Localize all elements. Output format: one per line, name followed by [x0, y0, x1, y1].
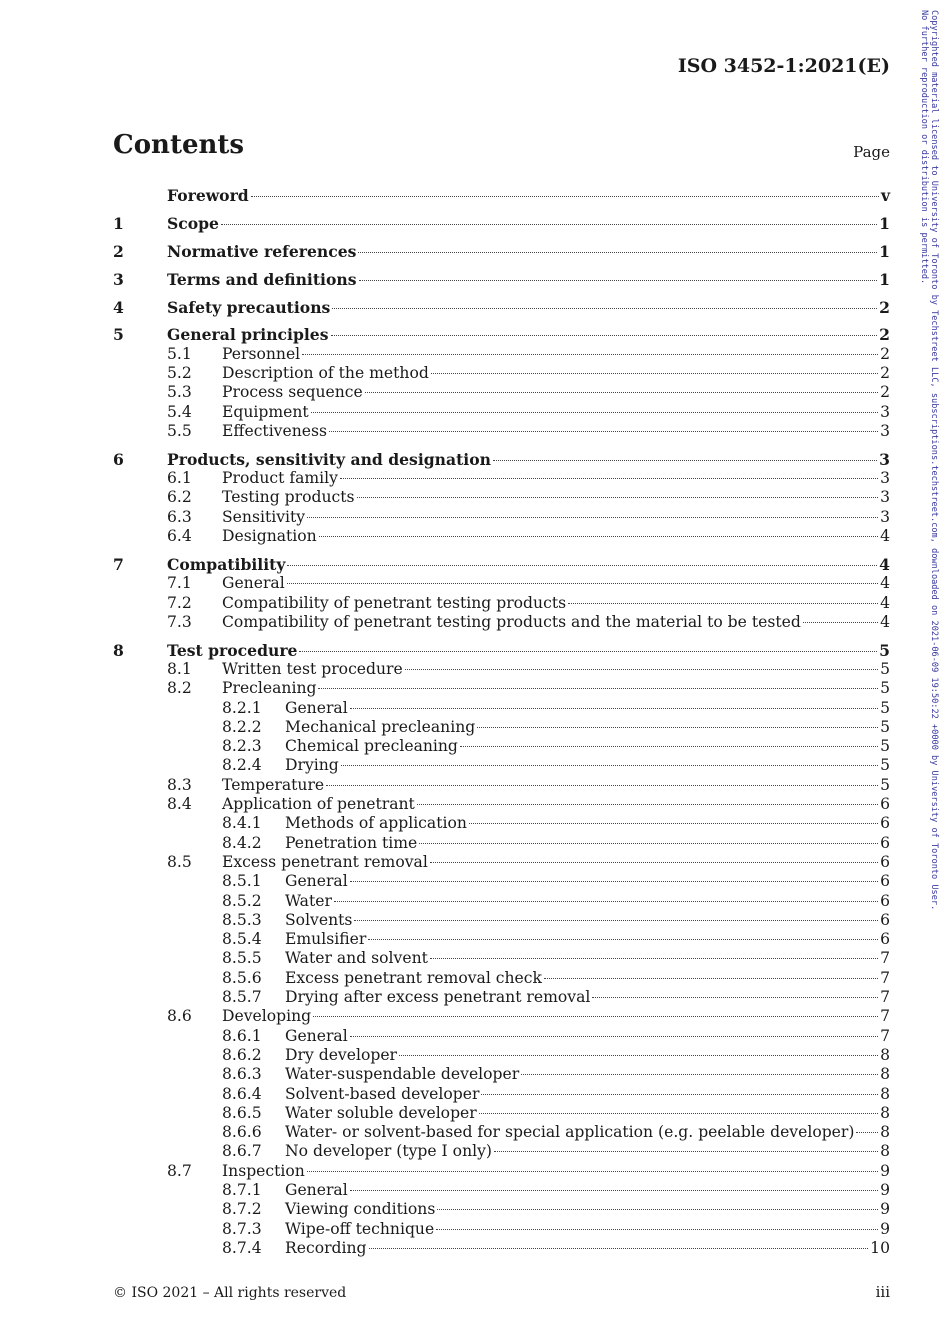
toc-entry-number: 8.7.3: [222, 1219, 262, 1238]
dot-leader: [350, 708, 878, 709]
toc-entry-number: 3: [113, 269, 124, 289]
toc-entry-page: 7: [880, 1007, 890, 1026]
toc-entry-page: 1: [879, 241, 890, 261]
dot-leader: [494, 1151, 878, 1152]
toc-entry-title: General: [285, 872, 348, 891]
toc-entry-page: 7: [880, 1026, 890, 1045]
toc-entry[interactable]: [113, 1027, 890, 1046]
toc-entry-title: Wipe-off technique: [285, 1219, 435, 1238]
toc-entry[interactable]: [113, 555, 890, 574]
toc-entry-page: 2: [879, 325, 890, 345]
toc-entry-number: 8: [113, 640, 124, 660]
toc-entry-number: 8.7.1: [222, 1181, 262, 1199]
copyright-notice: © ISO 2021 – All rights reserved: [113, 1285, 347, 1301]
toc-entry-title: Water soluble developer: [285, 1103, 477, 1122]
dot-leader: [803, 622, 878, 623]
dot-leader: [350, 881, 878, 882]
toc-entry-page: 4: [880, 574, 890, 593]
toc-entry-page: 5: [880, 737, 890, 756]
dot-leader: [359, 280, 878, 281]
toc-entry-title: Compatibility: [167, 554, 286, 574]
toc-entry-title: Water-suspendable developer: [285, 1065, 520, 1084]
toc-entry-number: 6: [113, 449, 124, 469]
toc-entry[interactable]: [113, 853, 890, 872]
toc-entry[interactable]: [113, 383, 890, 402]
toc-entry-number: 8.2.3: [222, 737, 262, 756]
toc-entry-page: 4: [880, 593, 890, 612]
toc-entry-page: 9: [880, 1181, 890, 1199]
toc-entry-page: 6: [880, 814, 890, 833]
dot-leader: [221, 224, 877, 225]
watermark-line-1: Copyrighted material licensed to University of Toronto by Techstreet LLC, subscriptions.techstreet.com, downloaded on 2021-06-09 19:50:22 +0000 by University of Toronto User.: [929, 10, 939, 911]
toc-entry-number: 1: [113, 213, 124, 233]
toc-entry-number: 7.2: [167, 593, 192, 612]
toc-entry-page: 7: [880, 988, 890, 1007]
dot-leader: [477, 727, 878, 728]
toc-entry-title: Foreword: [167, 186, 249, 205]
toc-entry-number: 2: [113, 241, 124, 261]
toc-entry-page: 1: [879, 269, 890, 289]
dot-leader: [431, 373, 878, 374]
toc-entry-title: Compatibility of penetrant testing products: [222, 593, 567, 612]
toc-entry[interactable]: [113, 1239, 890, 1258]
toc-entry-page: 9: [880, 1219, 890, 1238]
toc-entry-title: Chemical precleaning: [285, 737, 458, 756]
toc-entry-title: Dry developer: [285, 1045, 398, 1064]
toc-entry-page: 1: [879, 213, 890, 233]
toc-entry-page: 5: [880, 756, 890, 775]
toc-entry-number: 8.6.5: [222, 1103, 262, 1122]
toc-entry-page: 5: [880, 698, 890, 717]
toc-entry-page: 6: [880, 795, 890, 814]
toc-entry[interactable]: [113, 1200, 890, 1219]
dot-leader: [299, 651, 877, 652]
toc-entry-title: General: [285, 698, 348, 717]
toc-entry[interactable]: [113, 737, 890, 756]
toc-entry-page: 5: [880, 717, 890, 736]
toc-entry[interactable]: [113, 660, 890, 679]
dot-leader: [340, 478, 878, 479]
dot-leader: [365, 392, 878, 393]
contents-heading: Contents: [113, 130, 245, 160]
toc-entry-page: 4: [879, 554, 890, 574]
dot-leader: [311, 412, 878, 413]
toc-entry-title: Process sequence: [222, 383, 363, 402]
toc-entry-title: Application of penetrant: [222, 795, 415, 814]
toc-entry-title: General: [222, 574, 285, 593]
toc-entry-number: 8.5: [167, 852, 192, 871]
toc-entry-number: 8.2.4: [222, 756, 262, 775]
toc-entry[interactable]: [113, 1085, 890, 1104]
toc-entry[interactable]: [113, 508, 890, 527]
toc-entry[interactable]: [113, 613, 890, 632]
dot-leader: [856, 1132, 878, 1133]
dot-leader: [469, 823, 878, 824]
dot-leader: [405, 669, 878, 670]
toc-entry-page: 2: [879, 297, 890, 317]
toc-entry[interactable]: [113, 988, 890, 1007]
toc-entry-title: Test procedure: [167, 640, 298, 660]
toc-entry-page: 9: [880, 1200, 890, 1219]
toc-entry-number: 8.7.2: [222, 1200, 262, 1219]
toc-entry-number: 8.2.2: [222, 717, 262, 736]
toc-entry-number: 8.1: [167, 659, 192, 678]
page-number: iii: [875, 1283, 890, 1301]
toc-entry-number: 8.4.2: [222, 833, 262, 852]
toc-entry-page: 2: [880, 383, 890, 402]
toc-entry-page: 8: [880, 1142, 890, 1161]
toc-entry[interactable]: [113, 814, 890, 833]
toc-entry-number: 8.2.1: [222, 698, 262, 717]
toc-entry[interactable]: [113, 1123, 890, 1142]
toc-entry[interactable]: [113, 911, 890, 930]
dot-leader: [350, 1190, 878, 1191]
dot-leader: [307, 1171, 878, 1172]
toc-entry-title: Terms and definitions: [167, 269, 357, 289]
dot-leader: [357, 497, 879, 498]
toc-entry-page: 3: [880, 402, 890, 421]
license-watermark: [919, 10, 948, 1030]
toc-entry[interactable]: [113, 1007, 890, 1026]
toc-entry[interactable]: [113, 298, 890, 317]
toc-entry-number: 8.7: [167, 1161, 192, 1180]
toc-entry[interactable]: [113, 718, 890, 737]
toc-entry-page: 5: [879, 640, 890, 660]
toc-entry[interactable]: [113, 756, 890, 775]
dot-leader: [479, 1113, 878, 1114]
dot-leader: [313, 1016, 878, 1017]
toc-entry-page: 3: [880, 507, 890, 526]
toc-entry-page: 7: [880, 968, 890, 987]
toc-entry-title: Solvents: [285, 910, 353, 929]
toc-entry[interactable]: [113, 488, 890, 507]
toc-entry-title: Recording: [285, 1238, 367, 1257]
toc-entry-title: Safety precautions: [167, 297, 331, 317]
toc-entry-title: Drying after excess penetrant removal: [285, 988, 591, 1007]
dot-leader: [460, 746, 878, 747]
dot-leader: [521, 1074, 878, 1075]
toc-entry-page: 6: [880, 891, 890, 910]
dot-leader: [399, 1055, 878, 1056]
dot-leader: [350, 1036, 878, 1037]
toc-entry-title: Written test procedure: [222, 659, 403, 678]
toc-entry-title: Water: [285, 891, 332, 910]
toc-entry-number: 8.5.1: [222, 872, 262, 891]
toc-entry-title: Solvent-based developer: [285, 1084, 480, 1103]
toc-entry[interactable]: [113, 1046, 890, 1065]
toc-entry-page: 8: [880, 1123, 890, 1142]
dot-leader: [331, 335, 878, 336]
toc-entry-number: 8.6: [167, 1007, 192, 1026]
toc-entry-title: Equipment: [222, 402, 309, 421]
toc-entry-number: 4: [113, 297, 124, 317]
toc-entry-number: 8.6.6: [222, 1123, 262, 1142]
toc-entry-page: 10: [870, 1238, 890, 1257]
toc-entry[interactable]: [113, 242, 890, 261]
toc-entry[interactable]: [113, 450, 890, 469]
table-of-contents: [113, 186, 890, 1258]
dot-leader: [369, 1248, 869, 1249]
toc-entry-number: 8.7.4: [222, 1238, 262, 1257]
dot-leader: [430, 958, 878, 959]
toc-entry[interactable]: [113, 1162, 890, 1181]
toc-entry-page: v: [880, 186, 890, 205]
toc-entry-page: 5: [880, 659, 890, 678]
toc-entry-number: 5.4: [167, 402, 192, 421]
toc-entry[interactable]: [113, 834, 890, 853]
toc-entry[interactable]: [113, 325, 890, 344]
toc-entry[interactable]: [113, 1181, 890, 1200]
dot-leader: [436, 1229, 878, 1230]
toc-entry-page: 4: [880, 527, 890, 546]
toc-entry-number: 8.5.5: [222, 949, 262, 968]
toc-entry-page: 8: [880, 1084, 890, 1103]
toc-entry-number: 8.6.7: [222, 1142, 262, 1161]
toc-entry[interactable]: [113, 364, 890, 383]
toc-entry-number: 8.6.2: [222, 1045, 262, 1064]
toc-entry-number: 7.1: [167, 574, 192, 593]
toc-entry[interactable]: [113, 1220, 890, 1239]
toc-entry-title: Water and solvent: [285, 949, 428, 968]
toc-entry-number: 8.5.4: [222, 930, 262, 949]
toc-entry[interactable]: [113, 776, 890, 795]
dot-leader: [544, 978, 878, 979]
watermark-text: [919, 10, 939, 910]
toc-entry-number: 7: [113, 554, 124, 574]
toc-entry[interactable]: [113, 403, 890, 422]
toc-entry-number: 8.5.6: [222, 968, 262, 987]
toc-entry-title: No developer (type I only): [285, 1142, 492, 1161]
toc-entry[interactable]: [113, 1142, 890, 1161]
toc-entry-title: Testing products: [222, 488, 355, 507]
toc-entry-page: 6: [880, 930, 890, 949]
toc-entry-title: Excess penetrant removal: [222, 852, 428, 871]
dot-leader: [332, 308, 877, 309]
toc-entry-number: 8.6.3: [222, 1065, 262, 1084]
toc-entry-title: Mechanical precleaning: [285, 717, 476, 736]
dot-leader: [493, 460, 877, 461]
toc-entry-page: 6: [880, 910, 890, 929]
toc-entry[interactable]: [113, 892, 890, 911]
toc-entry-page: 5: [880, 775, 890, 794]
toc-entry-title: Inspection: [222, 1161, 305, 1180]
toc-entry-page: 3: [879, 449, 890, 469]
toc-entry-title: Drying: [285, 756, 339, 775]
toc-entry-page: 2: [880, 344, 890, 363]
toc-entry-title: Methods of application: [285, 814, 467, 833]
toc-entry-number: 6.4: [167, 527, 192, 546]
toc-entry-number: 8.5.7: [222, 988, 262, 1007]
toc-entry-number: 7.3: [167, 612, 192, 631]
toc-entry-number: 8.3: [167, 775, 192, 794]
toc-entry[interactable]: [113, 969, 890, 988]
toc-entry[interactable]: [113, 930, 890, 949]
toc-entry-title: Water- or solvent-based for special application (e.g. peelable developer): [285, 1123, 855, 1142]
toc-entry-page: 6: [880, 833, 890, 852]
watermark-line-2: No further reproduction or distribution is permitted.: [919, 10, 929, 285]
toc-entry-title: Developing: [222, 1007, 312, 1026]
toc-entry[interactable]: [113, 679, 890, 698]
toc-entry-number: 5.1: [167, 344, 192, 363]
toc-entry-title: Penetration time: [285, 833, 418, 852]
dot-leader: [592, 997, 878, 998]
page-column-label: Page: [853, 143, 890, 161]
toc-entry[interactable]: [113, 1104, 890, 1123]
toc-entry-title: Excess penetrant removal check: [285, 968, 542, 987]
toc-entry-number: 8.6.1: [222, 1026, 262, 1045]
toc-entry[interactable]: [113, 422, 890, 441]
dot-leader: [430, 862, 878, 863]
dot-leader: [326, 785, 878, 786]
toc-entry-title: General: [285, 1026, 348, 1045]
dot-leader: [354, 920, 878, 921]
toc-entry-page: 9: [880, 1161, 890, 1180]
toc-entry-page: 2: [880, 364, 890, 383]
toc-entry[interactable]: [113, 574, 890, 593]
toc-entry-number: 8.4: [167, 795, 192, 814]
toc-entry-number: 8.5.2: [222, 891, 262, 910]
toc-entry-title: Products, sensitivity and designation: [167, 449, 491, 469]
toc-entry[interactable]: [113, 594, 890, 613]
toc-entry-title: Description of the method: [222, 364, 429, 383]
dot-leader: [568, 603, 878, 604]
toc-entry-number: 8.2: [167, 679, 192, 698]
toc-entry-title: Compatibility of penetrant testing products and the material to be tested: [222, 612, 801, 631]
toc-entry-number: 5.2: [167, 364, 192, 383]
dot-leader: [368, 939, 878, 940]
toc-entry-title: General principles: [167, 325, 329, 345]
toc-entry[interactable]: [113, 214, 890, 233]
dot-leader: [319, 536, 878, 537]
toc-entry-page: 7: [880, 949, 890, 968]
toc-entry-number: 5: [113, 325, 124, 345]
toc-entry[interactable]: [113, 527, 890, 546]
toc-entry[interactable]: [113, 186, 890, 205]
dot-leader: [341, 765, 878, 766]
toc-entry[interactable]: [113, 1065, 890, 1084]
toc-entry-title: Temperature: [222, 775, 325, 794]
dot-leader: [334, 901, 878, 902]
toc-entry-number: 6.2: [167, 488, 192, 507]
toc-entry-title: Sensitivity: [222, 507, 306, 526]
toc-entry-page: 8: [880, 1103, 890, 1122]
toc-entry-title: General: [285, 1181, 348, 1199]
toc-entry-page: 8: [880, 1045, 890, 1064]
toc-entry-page: 8: [880, 1065, 890, 1084]
toc-entry-page: 3: [880, 421, 890, 440]
toc-entry-number: 5.5: [167, 421, 192, 440]
toc-entry-number: 6.1: [167, 469, 192, 488]
toc-entry-title: Scope: [167, 213, 219, 233]
toc-entry-title: Effectiveness: [222, 421, 327, 440]
toc-entry-title: Designation: [222, 527, 317, 546]
toc-entry[interactable]: [113, 872, 890, 891]
toc-entry-page: 3: [880, 469, 890, 488]
toc-entry-page: 4: [880, 612, 890, 631]
dot-leader: [287, 583, 878, 584]
dot-leader: [318, 688, 878, 689]
toc-entry[interactable]: [113, 345, 890, 364]
toc-entry-page: 3: [880, 488, 890, 507]
dot-leader: [417, 804, 878, 805]
toc-entry[interactable]: [113, 270, 890, 289]
document-id: ISO 3452-1:2021(E): [677, 55, 890, 77]
toc-entry[interactable]: [113, 641, 890, 660]
toc-entry-number: 6.3: [167, 507, 192, 526]
dot-leader: [251, 196, 879, 197]
toc-entry-page: 6: [880, 852, 890, 871]
toc-entry-title: Emulsifier: [285, 930, 367, 949]
toc-entry[interactable]: [113, 469, 890, 488]
toc-entry[interactable]: [113, 699, 890, 718]
toc-entry-number: 8.6.4: [222, 1084, 262, 1103]
dot-leader: [481, 1094, 878, 1095]
dot-leader: [419, 843, 878, 844]
dot-leader: [329, 431, 878, 432]
toc-entry-number: 8.4.1: [222, 814, 262, 833]
dot-leader: [358, 252, 877, 253]
toc-entry-number: 5.3: [167, 383, 192, 402]
toc-entry[interactable]: [113, 795, 890, 814]
toc-entry-title: Viewing conditions: [285, 1200, 436, 1219]
toc-entry-title: Personnel: [222, 344, 301, 363]
dot-leader: [287, 565, 877, 566]
dot-leader: [437, 1209, 878, 1210]
toc-entry-page: 5: [880, 679, 890, 698]
toc-entry[interactable]: [113, 949, 890, 968]
toc-entry-number: 8.5.3: [222, 910, 262, 929]
toc-entry-page: 6: [880, 872, 890, 891]
toc-entry-title: Product family: [222, 469, 338, 488]
toc-entry-title: Precleaning: [222, 679, 317, 698]
dot-leader: [302, 354, 878, 355]
dot-leader: [307, 517, 878, 518]
toc-entry-title: Normative references: [167, 241, 357, 261]
